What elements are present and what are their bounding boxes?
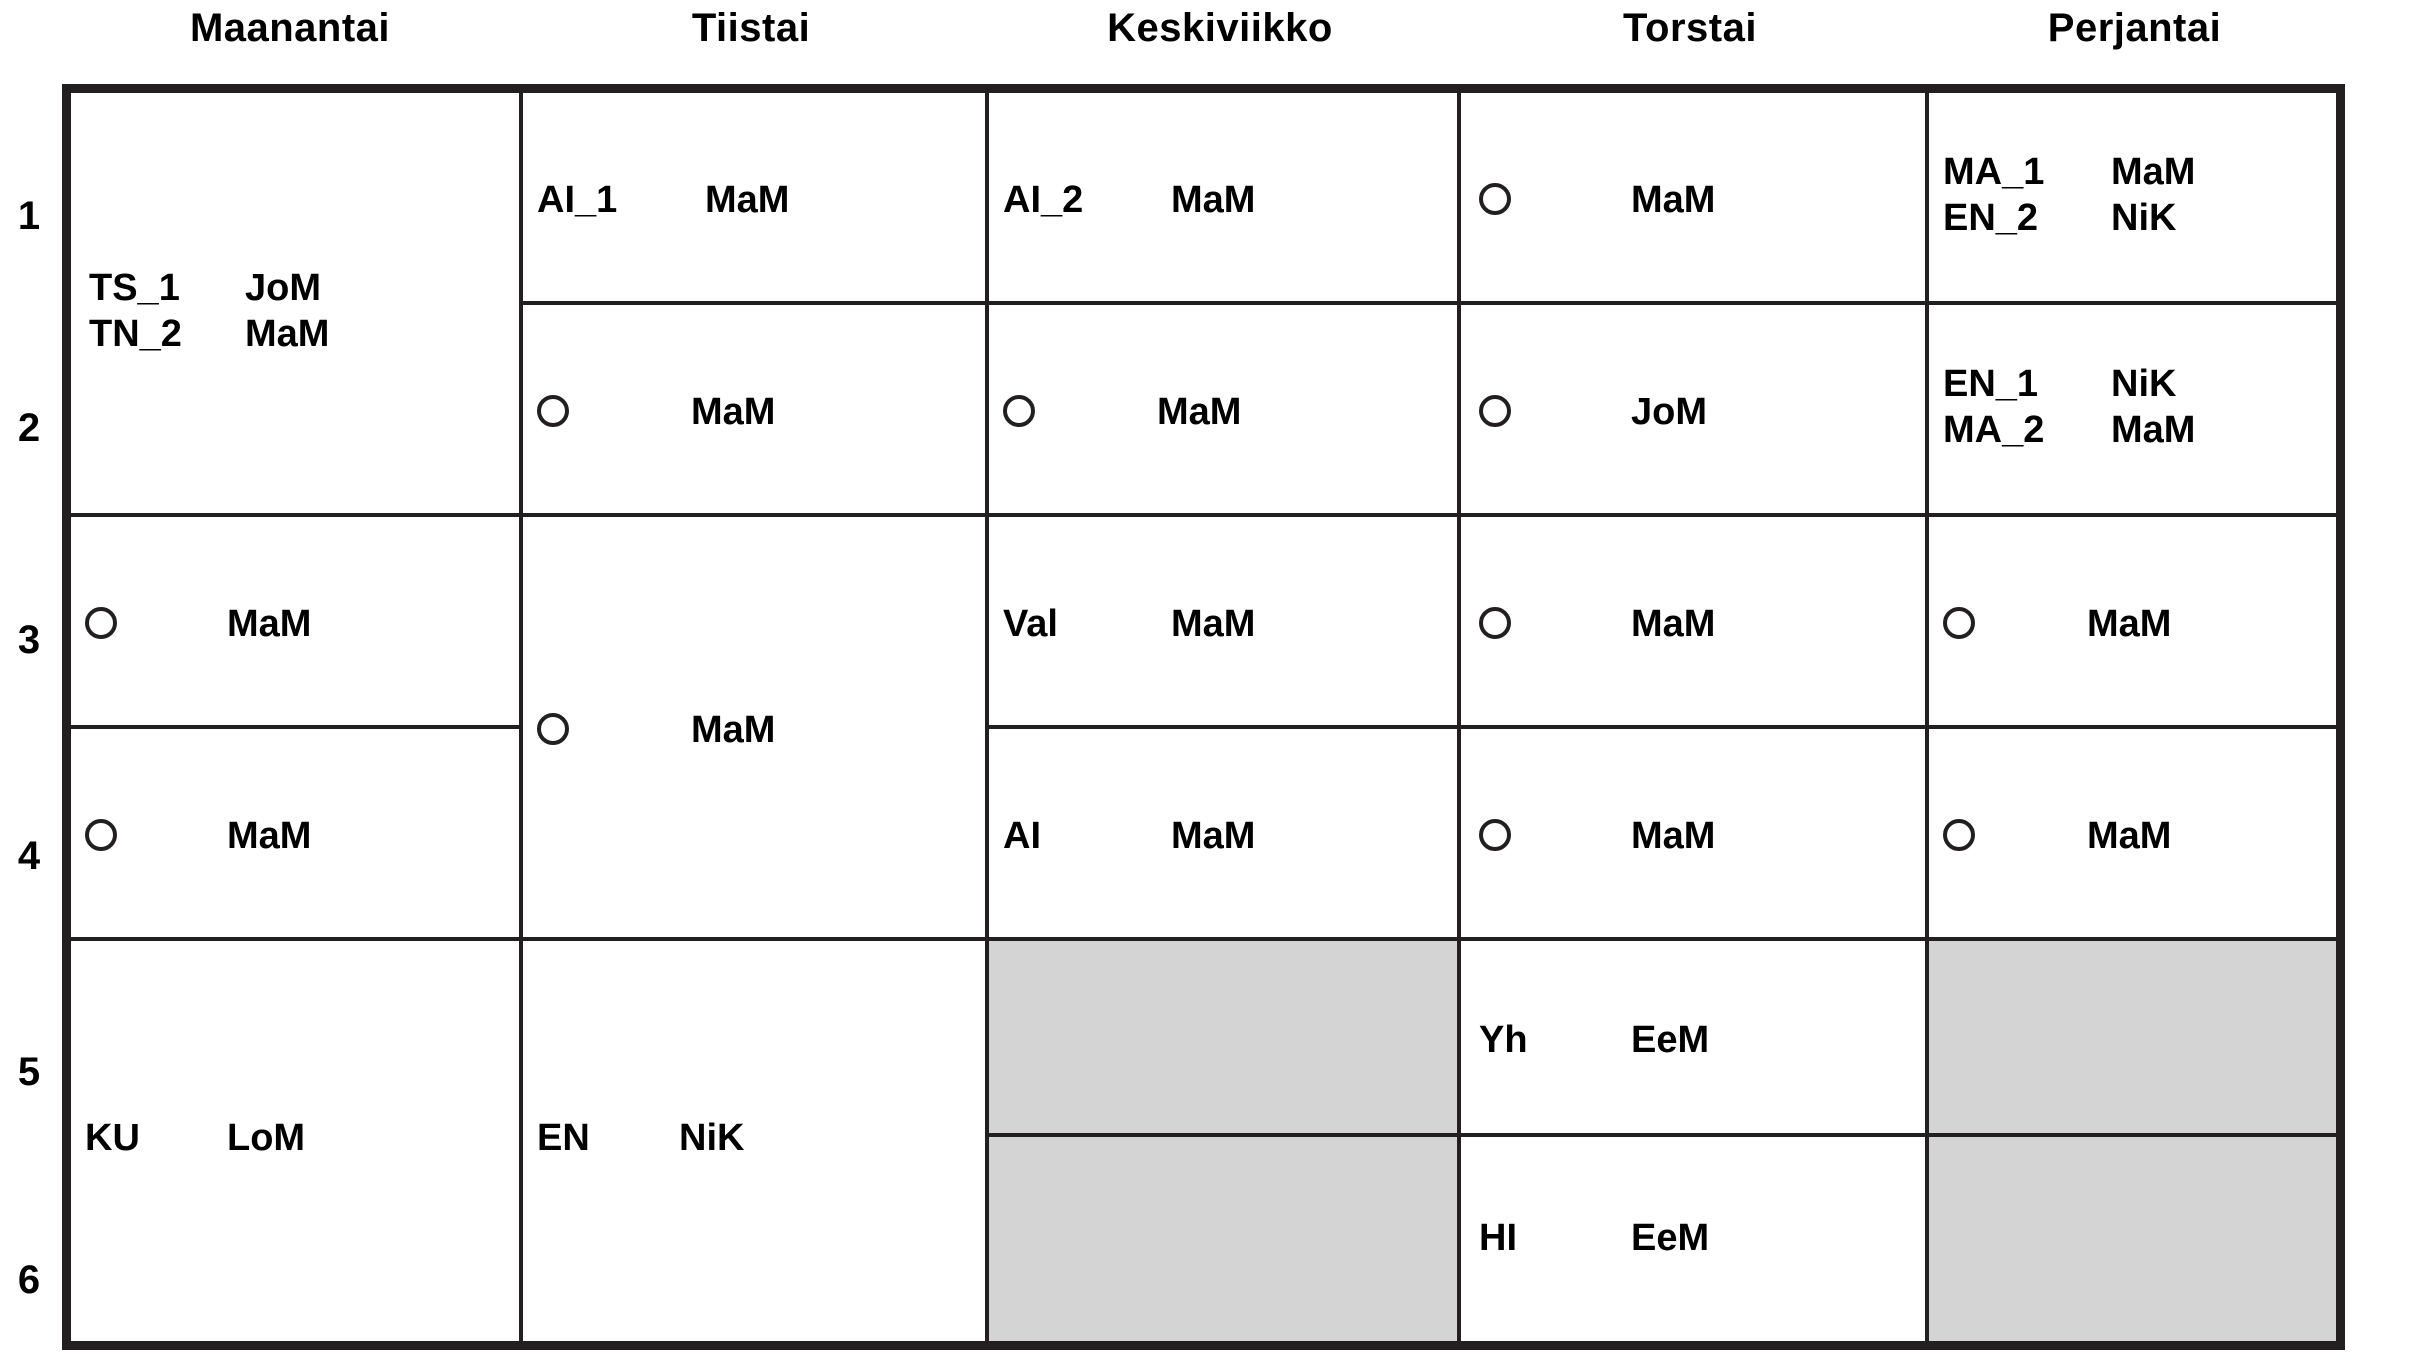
teacher-code: MaM	[1157, 391, 1242, 433]
subject-code: AI_2	[1003, 179, 1084, 221]
cell-perjantai-3[interactable]	[1929, 517, 2336, 729]
period-label-column	[0, 0, 62, 1371]
cell-keskiviikko-6[interactable]	[989, 1137, 1461, 1341]
teacher-code: MaM	[1631, 815, 1716, 857]
teacher-code: EeM	[1631, 1019, 1710, 1061]
teacher-code: MaM	[1171, 603, 1256, 645]
teacher-code: MaM	[227, 815, 312, 857]
day-header-tiistai: Tiistai	[691, 6, 811, 50]
teacher-code: MaM	[691, 709, 776, 751]
teacher-code: MaM	[1171, 815, 1256, 857]
subject-code: TN_2	[89, 313, 182, 355]
cell-maanantai-5-6[interactable]	[71, 941, 523, 1341]
teacher-code: MaM	[2111, 409, 2196, 451]
subject-code: EN_2	[1943, 197, 2039, 239]
circle-icon	[537, 713, 569, 745]
teacher-code: NiK	[2111, 363, 2177, 405]
cell-maanantai-3[interactable]	[71, 517, 523, 729]
teacher-code: MaM	[227, 603, 312, 645]
cell-perjantai-4[interactable]	[1929, 729, 2336, 941]
cell-perjantai-2[interactable]	[1929, 305, 2336, 517]
teacher-code: MaM	[1171, 179, 1256, 221]
cell-keskiviikko-2[interactable]	[989, 305, 1461, 517]
teacher-code: LoM	[227, 1117, 306, 1159]
period-label-4: 4	[17, 834, 41, 878]
period-label-5: 5	[17, 1050, 41, 1094]
subject-code: AI	[1003, 815, 1041, 857]
cell-torstai-6[interactable]	[1461, 1137, 1929, 1341]
cell-perjantai-1[interactable]	[1929, 93, 2336, 305]
day-header-maanantai: Maanantai	[189, 6, 391, 50]
day-header-torstai: Torstai	[1623, 6, 1757, 50]
cell-maanantai-1-2[interactable]	[71, 93, 523, 517]
cell-torstai-1[interactable]	[1461, 93, 1929, 305]
cell-keskiviikko-4[interactable]	[989, 729, 1461, 941]
subject-code: KU	[85, 1117, 140, 1159]
cell-keskiviikko-3[interactable]	[989, 517, 1461, 729]
subject-code: HI	[1479, 1217, 1517, 1259]
day-header-keskiviikko: Keskiviikko	[1107, 6, 1333, 50]
teacher-code: NiK	[2111, 197, 2177, 239]
subject-code: EN	[537, 1117, 590, 1159]
cell-perjantai-6[interactable]	[1929, 1137, 2336, 1341]
day-header-perjantai: Perjantai	[2047, 6, 2222, 50]
teacher-code: MaM	[1631, 603, 1716, 645]
cell-torstai-2[interactable]	[1461, 305, 1929, 517]
cell-tiistai-1[interactable]	[523, 93, 989, 305]
circle-icon	[1003, 395, 1035, 427]
period-label-1: 1	[17, 194, 41, 238]
teacher-code: MaM	[705, 179, 790, 221]
teacher-code: MaM	[2087, 815, 2172, 857]
cell-keskiviikko-1[interactable]	[989, 93, 1461, 305]
circle-icon	[1943, 819, 1975, 851]
circle-icon	[1479, 607, 1511, 639]
cell-perjantai-5[interactable]	[1929, 941, 2336, 1137]
teacher-code: NiK	[679, 1117, 745, 1159]
teacher-code: MaM	[2087, 603, 2172, 645]
circle-icon	[1479, 395, 1511, 427]
teacher-code: JoM	[245, 267, 321, 309]
teacher-code: MaM	[1631, 179, 1716, 221]
cell-torstai-5[interactable]	[1461, 941, 1929, 1137]
circle-icon	[1479, 819, 1511, 851]
circle-icon	[537, 395, 569, 427]
teacher-code: MaM	[245, 313, 330, 355]
subject-code: Yh	[1479, 1019, 1528, 1061]
subject-code: EN_1	[1943, 363, 2039, 405]
teacher-code: MaM	[2111, 151, 2196, 193]
cell-maanantai-4[interactable]	[71, 729, 523, 941]
subject-code: MA_1	[1943, 151, 2045, 193]
cell-torstai-4[interactable]	[1461, 729, 1929, 941]
subject-code: Val	[1003, 603, 1058, 645]
cell-tiistai-5-6[interactable]	[523, 941, 989, 1341]
circle-icon	[85, 819, 117, 851]
cell-torstai-3[interactable]	[1461, 517, 1929, 729]
subject-code: MA_2	[1943, 409, 2045, 451]
teacher-code: EeM	[1631, 1217, 1710, 1259]
subject-code: TS_1	[89, 267, 180, 309]
subject-code: AI_1	[537, 179, 618, 221]
teacher-code: JoM	[1631, 391, 1707, 433]
circle-icon	[85, 607, 117, 639]
circle-icon	[1943, 607, 1975, 639]
circle-icon	[1479, 183, 1511, 215]
cell-tiistai-2[interactable]	[523, 305, 989, 517]
cell-tiistai-3-4[interactable]	[523, 517, 989, 941]
day-header-row	[0, 0, 2414, 78]
teacher-code: MaM	[691, 391, 776, 433]
period-label-2: 2	[17, 406, 41, 450]
period-label-6: 6	[17, 1258, 41, 1302]
timetable-grid	[62, 84, 2345, 1350]
cell-keskiviikko-5[interactable]	[989, 941, 1461, 1137]
period-label-3: 3	[17, 618, 41, 662]
